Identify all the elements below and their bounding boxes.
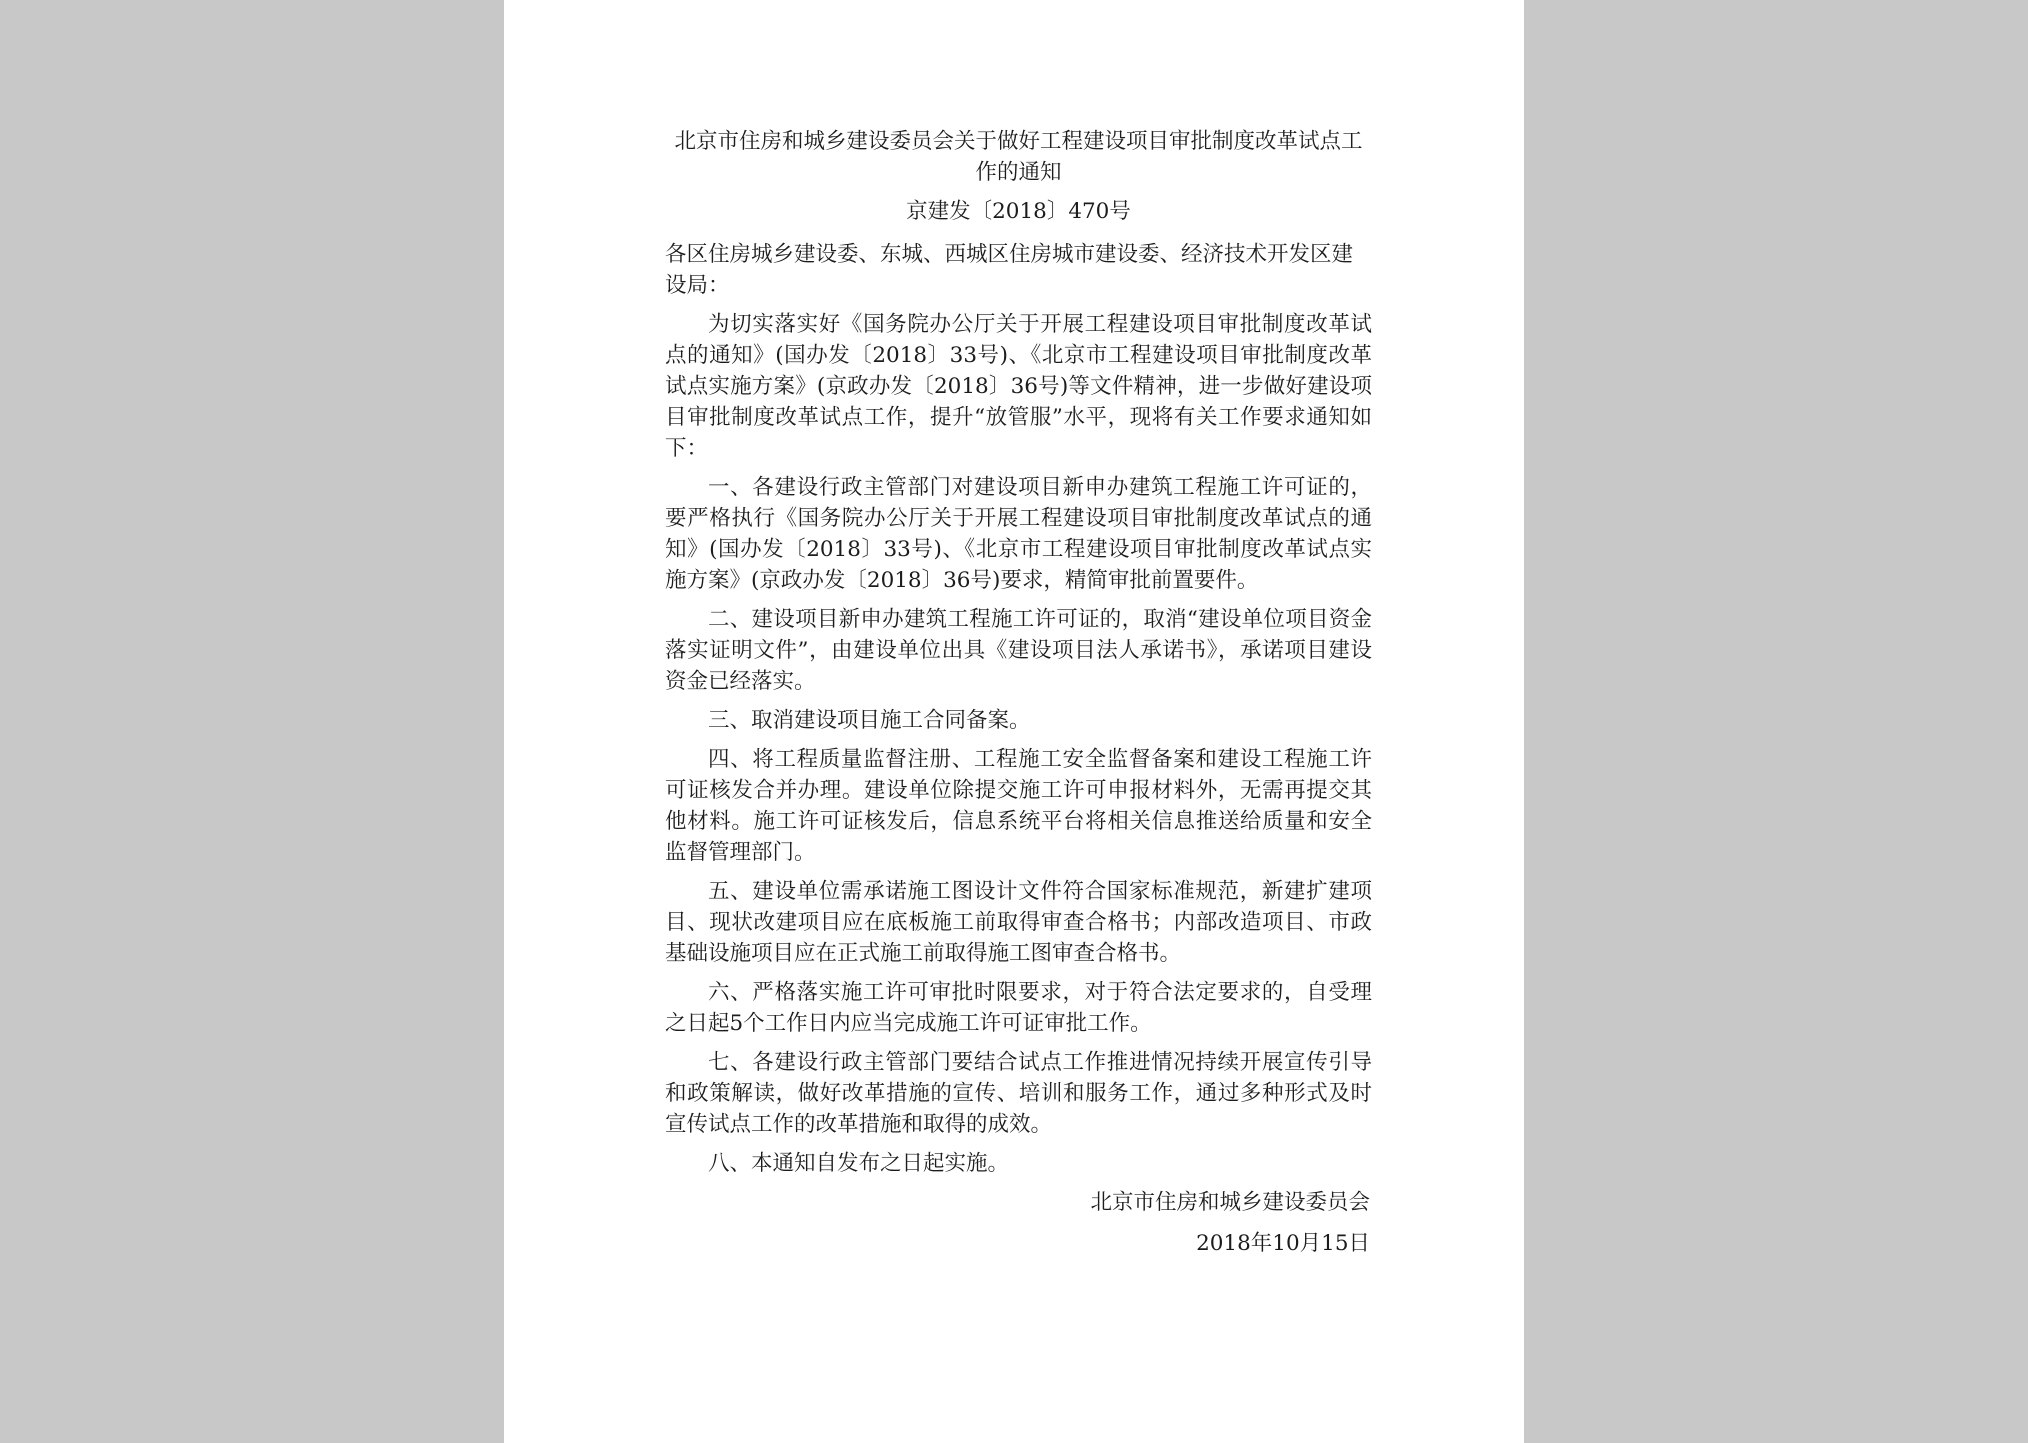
document-page <box>504 0 1524 1443</box>
paragraph-item-8: 八、本通知自发布之日起实施。 <box>708 1151 1010 1176</box>
issue-date: 2018年10月15日 <box>1196 1231 1370 1256</box>
paragraph-item-4: 四、将工程质量监督注册、工程施工安全监督备案和建设工程施工许可证核发合并办理。建设单位除提交施工许可申报材料外，无需再提交其他材料。施工许可证核发后，信息系统平台将相关信息推送给质量和安全监督管理部门。 <box>665 747 1372 865</box>
paragraph-item-3: 三、取消建设项目施工合同备案。 <box>708 708 1031 733</box>
paragraph-intro: 为切实落实好《国务院办公厅关于开展工程建设项目审批制度改革试点的通知》(国办发〔2018〕33号)、《北京市工程建设项目审批制度改革试点实施方案》(京政办发〔2018〕36号)等文件精神，进一步做好建设项目审批制度改革试点工作，提升“放管服”水平，现将有关工作要求通知如下： <box>665 312 1372 461</box>
paragraph-item-2: 二、建设项目新申办建筑工程施工许可证的，取消“建设单位项目资金落实证明文件”，由建设单位出具《建设项目法人承诺书》，承诺项目建设资金已经落实。 <box>665 607 1372 694</box>
greeting: 各区住房城乡建设委、东城、西城区住房城市建设委、经济技术开发区建设局： <box>665 242 1354 298</box>
paragraph-item-5: 五、建设单位需承诺施工图设计文件符合国家标准规范，新建扩建项目、现状改建项目应在底板施工前取得审查合格书；内部改造项目、市政基础设施项目应在正式施工前取得施工图审查合格书。 <box>665 879 1372 966</box>
document-content <box>665 126 1372 1259</box>
paragraph-item-6: 六、严格落实施工许可审批时限要求，对于符合法定要求的，自受理之日起5个工作日内应当完成施工许可证审批工作。 <box>665 980 1372 1036</box>
paragraph-item-7: 七、各建设行政主管部门要结合试点工作推进情况持续开展宣传引导和政策解读，做好改革措施的宣传、培训和服务工作，通过多种形式及时宣传试点工作的改革措施和取得的成效。 <box>665 1050 1372 1137</box>
document-title: 北京市住房和城乡建设委员会关于做好工程建设项目审批制度改革试点工作的通知 <box>674 129 1363 185</box>
issuer-signature: 北京市住房和城乡建设委员会 <box>1090 1190 1370 1215</box>
document-number: 京建发〔2018〕470号 <box>906 199 1131 224</box>
paragraph-item-1: 一、各建设行政主管部门对建设项目新申办建筑工程施工许可证的，要严格执行《国务院办公厅关于开展工程建设项目审批制度改革试点的通知》(国办发〔2018〕33号)、《北京市工程建设项目审批制度改革试点实施方案》(京政办发〔2018〕36号)要求，精简审批前置要件。 <box>665 475 1372 593</box>
